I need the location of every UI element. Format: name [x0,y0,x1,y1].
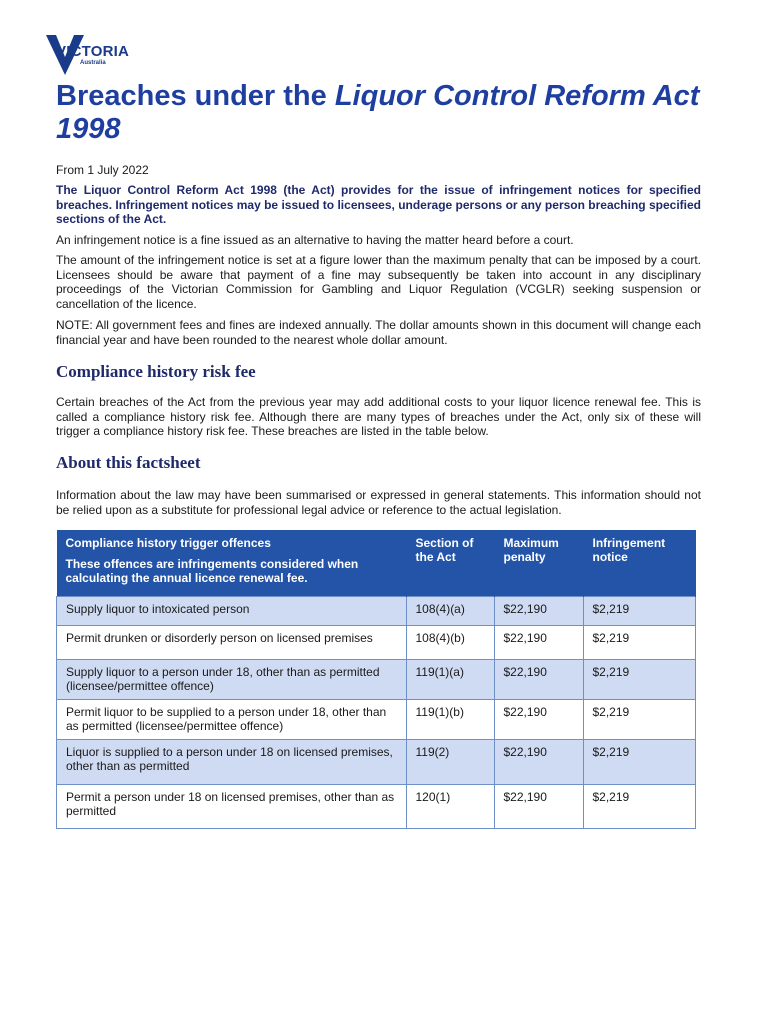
offence-cell: Supply liquor to a person under 18, other than as permitted (licensee/permittee offence) [57,660,407,700]
section-cell: 119(1)(b) [406,700,494,740]
risk-fee-paragraph: Certain breaches of the Act from the previous year may add additional costs to your liquor licence renewal fee. This is called a compliance history risk fee. Although there are many types of breaches under the Act, only six of these will trigger a compliance history risk fee. These breaches are listed in the table below. [56,395,701,438]
section-cell: 119(1)(a) [406,660,494,700]
table-row [57,740,696,785]
header-offences-title: Compliance history trigger offences [65,536,271,550]
section-heading-factsheet: About this factsheet [56,453,201,472]
header-section: Section of the Act [406,530,494,597]
header-max-penalty: Maximum penalty [494,530,583,597]
notice-cell: $2,219 [583,597,696,626]
header-offences-subtitle: These offences are infringements considered when calculating the annual licence renewal fee. [65,557,359,585]
max-penalty-cell: $22,190 [494,700,583,740]
max-penalty-cell: $22,190 [494,597,583,626]
max-penalty-cell: $22,190 [494,660,583,700]
max-penalty-cell: $22,190 [494,740,583,785]
notice-cell: $2,219 [583,785,696,829]
page-title [56,80,706,146]
paragraph-1: An infringement notice is a fine issued as an alternative to having the matter heard before a court. [56,233,574,247]
table-row [57,660,696,700]
title-italic: Liquor Control Reform Act 1998 [56,80,700,145]
section-cell: 108(4)(a) [406,597,494,626]
section-cell: 108(4)(b) [406,626,494,660]
paragraph-3: NOTE: All government fees and fines are indexed annually. The dollar amounts shown in this document will change each financial year and have been rounded to the nearest whole dollar amount. [56,318,701,347]
notice-cell: $2,219 [583,660,696,700]
logo-subtext: Australia [80,60,106,66]
logo-wordmark: VICTORIA [56,43,129,60]
section-cell: 119(2) [406,740,494,785]
factsheet-paragraph: Information about the law may have been summarised or expressed in general statements. This information should not be relied upon as a substitute for professional legal advice or reference to the actual legislation. [56,488,701,517]
max-penalty-cell: $22,190 [494,626,583,660]
offence-cell: Supply liquor to intoxicated person [57,597,407,626]
date-line: From 1 July 2022 [56,163,149,177]
notice-cell: $2,219 [583,740,696,785]
table-row [57,626,696,660]
table-header-row [57,530,696,597]
table-row [57,785,696,829]
table-row [57,597,696,626]
offence-cell: Permit a person under 18 on licensed premises, other than as permitted [57,785,407,829]
header-infringement-notice: Infringement notice [583,530,696,597]
intro-paragraph: The Liquor Control Reform Act 1998 (the Act) provides for the issue of infringement notices for specified breaches. Infringement notices may be issued to licensees, underage persons or any person breaching specified sections of the Act. [56,183,701,226]
section-heading-risk-fee: Compliance history risk fee [56,362,256,381]
table-row [57,700,696,740]
offence-cell: Permit drunken or disorderly person on licensed premises [57,626,407,660]
section-cell: 120(1) [406,785,494,829]
header-offences [57,530,407,597]
title-part1: Breaches under the [56,80,335,112]
max-penalty-cell: $22,190 [494,785,583,829]
notice-cell: $2,219 [583,626,696,660]
notice-cell: $2,219 [583,700,696,740]
offences-table [56,530,696,829]
offence-cell: Permit liquor to be supplied to a person under 18, other than as permitted (licensee/permittee offence) [57,700,407,740]
offence-cell: Liquor is supplied to a person under 18 on licensed premises, other than as permitted [57,740,407,785]
paragraph-2: The amount of the infringement notice is set at a figure lower than the maximum penalty that can be imposed by a court. Licensees should be aware that payment of a fine may subsequently be taken into account in any disciplinary proceedings of the Victorian Commission for Gambling and Liquor Regulation (VCGLR) seeking suspension or cancellation of the licence. [56,253,701,311]
